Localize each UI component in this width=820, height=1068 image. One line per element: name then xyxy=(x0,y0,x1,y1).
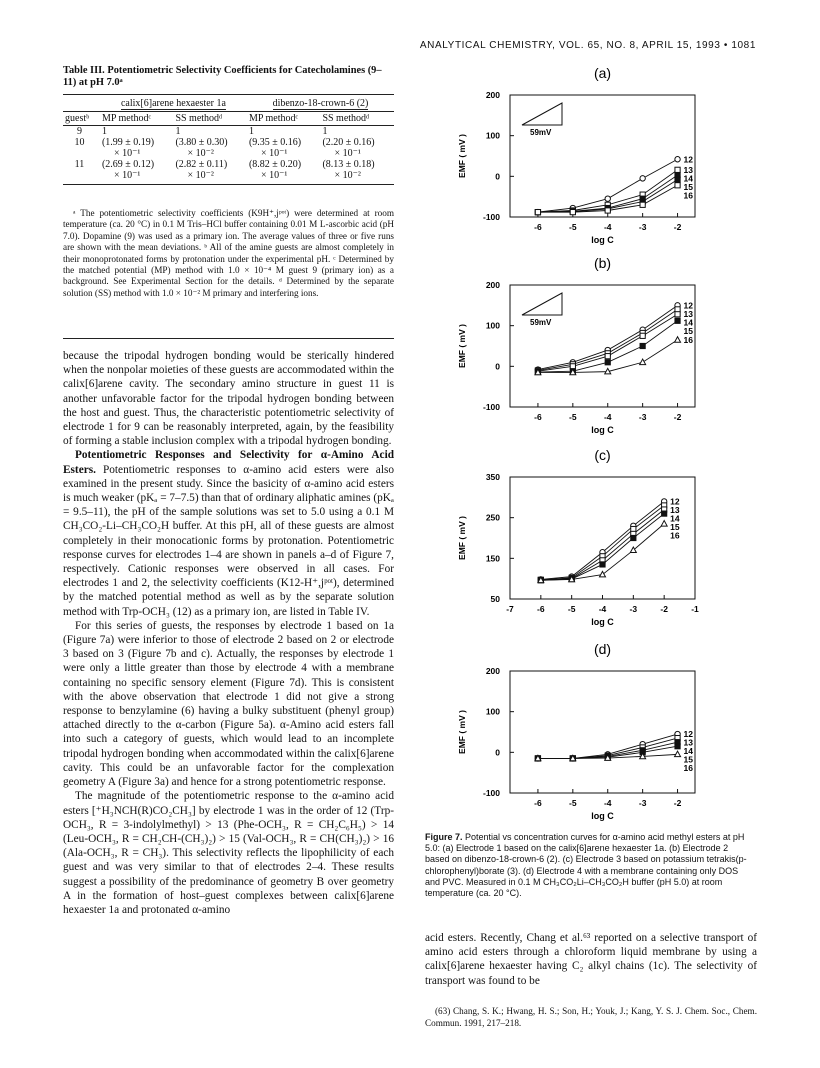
paragraph: For this series of guests, the responses by electrode 1 based on 1a (Figure 7a) were inferior to those of electrode 2 based on 2 or electrode 3 based on 3 (Figure 7b and c). Actually, the responses by electrode 1 were only a little greater than those by electrode 4 with a membrane containing no specific sensory element (Figure 7d). This is consistent with the above observation that electrode 1 did not give a strong response to benzylamine (6) having a bulky substituent (phenyl group) attached directly to the α-carbon (Figure 5a). α-Amino acid esters fall into such a category of guests, which would lead to an incomplete tripodal hydrogen bonding when accommodated within the calix[6]arene cavity. This could be an unfavorable factor for the complexation geometry A (Figure 3a) and hence for a strong potentiometric response. xyxy=(63,619,394,789)
series-label-15: 15 xyxy=(683,181,694,192)
y-tick-label: 250 xyxy=(485,512,500,523)
x-tick-label: -5 xyxy=(569,412,577,422)
table-col-guest: guestᵇ xyxy=(63,112,100,126)
x-tick-label: -3 xyxy=(629,604,638,614)
panel-label: (d) xyxy=(593,641,612,657)
table-cell: 1 xyxy=(322,126,328,137)
x-tick-label: -1 xyxy=(691,604,699,614)
table-cell xyxy=(100,159,174,185)
x-axis-label: log C xyxy=(591,425,614,435)
figure-7c-chart xyxy=(430,442,750,637)
x-tick-label: -2 xyxy=(660,604,668,614)
paragraph: The magnitude of the potentiometric response to the α-amino acid esters [⁺H₃NCH(R)CO₂CH₃] by electrode 1 was in the order of 12 (Trp-OCH₃, R = 3-indolylmethyl) > 13 (Phe-OCH₃, R = CH₂C₆H₅) > 14 (Leu-OCH₃, R = CH₂CH-(CH₃)₂) > 15 (Val-OCH₃, R = CH(CH₃)₂) > 16 (Ala-OCH₃, R = CH₃). This selectivity reflects the lipophilicity of each guest and was very similar to that of electrodes 2–4. These results suggest a possibility of the predominance of geometry B over geometry A in the formation of host–guest complexes between calix[6]arene hexaester 1a and protonated α-amino xyxy=(63,790,394,916)
data-point-15 xyxy=(605,360,610,365)
data-point-16 xyxy=(675,751,681,757)
series-line-12 xyxy=(541,501,664,579)
y-tick-label: 0 xyxy=(495,361,500,372)
y-tick-label: 350 xyxy=(485,472,500,482)
series-label-16: 16 xyxy=(670,530,680,541)
series-label-14: 14 xyxy=(683,173,694,184)
series-label-12: 12 xyxy=(670,496,680,507)
series-label-15: 15 xyxy=(683,325,694,336)
series-line-13 xyxy=(541,505,664,579)
y-tick-label: 50 xyxy=(490,594,500,604)
slope-triangle xyxy=(522,293,562,315)
table-footnote: ᵃ The potentiometric selectivity coefficients (K9H⁺,jᵖᵒᵗ) were determined at room temperature (ca. 20 °C) in 0.1 M Tris–HCl buffer containing 0.01 M L-ascorbic acid (pH 7.0). Dopamine (9) was used as a primary ion. The average values of three or five runs are shown with the mean deviations. ᵇ All of the amine guests are almost completely in their monoprotonated forms by protonation under the experimental pH. ᶜ Determined by the matched potential (MP) method with 1.0 × 10⁻⁴ M guest 9 (primary ion) as a background. See Experimental Section for the details. ᵈ Determined by the separate solution (SS) method with 1.0 × 10⁻² M primary and interfering ions. xyxy=(63,208,394,298)
series-label-12: 12 xyxy=(683,300,694,311)
cell-exponent: × 10⁻¹ xyxy=(260,170,288,181)
cell-value: (2.69 ± 0.12) xyxy=(101,159,155,170)
panel-label: (b) xyxy=(593,255,612,271)
table-col-ss-2: SS methodᵈ xyxy=(320,112,394,126)
footnote-reference xyxy=(425,1006,757,1029)
slope-label: 59mV xyxy=(530,128,552,137)
cell-exponent: × 10⁻¹ xyxy=(113,148,141,159)
x-axis-label: log C xyxy=(591,617,614,627)
x-tick-label: -4 xyxy=(603,798,612,808)
table-group-crown: dibenzo-18-crown-6 (2) xyxy=(272,98,369,109)
figure-caption-text: Potential vs concentration curves for α-amino acid methyl esters at pH 5.0: (a) Electrode 1 based on the calix[6]arene hexaester 1a. (b) Electrode 2 based on dibenzo-18-crown-6 (2). (c) Electrode 3 based on potassium tetrakis(p-chlorophenyl)borate (3). (d) Electrode 4 with a membrane containing only DOS and PVC. Measured in 0.1 M CH₃CO₂Li–CH₃CO₂H buffer (pH 5.0) at room temperature (ca. 20 °C). xyxy=(425,832,747,899)
series-label-13: 13 xyxy=(670,504,680,515)
table-footnotes xyxy=(63,208,394,299)
cell-exponent: × 10⁻² xyxy=(187,170,214,181)
series-label-16: 16 xyxy=(683,190,694,201)
y-tick-label: 100 xyxy=(485,706,500,717)
section-heading: Potentiometric Responses and Selectivity for α-Amino Acid Esters. xyxy=(63,449,394,476)
y-tick-label: 150 xyxy=(485,553,500,564)
table-group-1a: calix[6]arene hexaester 1a xyxy=(120,98,226,109)
y-axis-label: EMF ( mV ) xyxy=(457,710,467,754)
series-label-13: 13 xyxy=(683,308,694,319)
divider xyxy=(63,338,394,339)
y-tick-label: 200 xyxy=(485,280,500,290)
cell-value: (3.80 ± 0.30) xyxy=(175,137,228,148)
series-label-13: 13 xyxy=(683,164,694,175)
data-point-16 xyxy=(675,337,681,343)
data-point-16 xyxy=(675,183,680,188)
series-label-15: 15 xyxy=(683,754,694,765)
reference-63: (63) Chang, S. K.; Hwang, H. S.; Son, H.; Youk, J.; Kang, Y. S. J. Chem. Soc., Chem. Commun. 1991, 217–218. xyxy=(425,1006,757,1028)
panel-label: (c) xyxy=(594,447,611,463)
table-row xyxy=(63,126,394,138)
paragraph xyxy=(63,448,394,618)
cell-value: (8.13 ± 0.18) xyxy=(322,159,375,170)
running-head: ANALYTICAL CHEMISTRY, VOL. 65, NO. 8, APRIL 15, 1993 • 1081 xyxy=(419,40,756,51)
cell-value: (1.99 ± 0.19) xyxy=(101,137,155,148)
panel-label: (a) xyxy=(593,65,612,81)
data-point-13 xyxy=(675,167,680,172)
series-label-16: 16 xyxy=(683,763,694,774)
x-tick-label: -4 xyxy=(598,604,607,614)
cell-exponent: × 10⁻² xyxy=(334,170,361,181)
y-tick-label: 200 xyxy=(485,90,500,100)
cell-value: (9.35 ± 0.16) xyxy=(248,137,302,148)
x-tick-label: -3 xyxy=(638,798,647,808)
x-tick-label: -6 xyxy=(534,412,542,422)
data-point-16 xyxy=(570,210,575,215)
selectivity-table xyxy=(63,94,394,185)
data-point-14 xyxy=(675,312,680,317)
figure-7a-chart xyxy=(430,60,750,270)
x-tick-label: -2 xyxy=(673,222,682,232)
body-text-left xyxy=(63,349,394,917)
table-cell xyxy=(173,137,247,159)
x-tick-label: -7 xyxy=(506,604,514,614)
x-tick-label: -5 xyxy=(567,604,576,614)
cell-exponent: × 10⁻¹ xyxy=(113,170,141,181)
y-axis-label: EMF ( mV ) xyxy=(457,324,467,368)
data-point-12 xyxy=(605,196,610,201)
data-point-15 xyxy=(640,343,645,348)
data-point-15 xyxy=(675,318,680,323)
y-tick-label: 0 xyxy=(495,747,500,758)
table-cell xyxy=(320,137,394,159)
cell-exponent: × 10⁻¹ xyxy=(334,148,361,159)
figure-caption-label: Figure 7. xyxy=(425,832,463,842)
table-title: Table III. Potentiometric Selectivity Coefficients for Catecholamines (9–11) at pH 7.0ᵃ xyxy=(63,65,382,88)
series-label-14: 14 xyxy=(683,746,694,757)
data-point-15 xyxy=(600,562,605,567)
figure-7b-chart xyxy=(430,250,750,445)
x-tick-label: -6 xyxy=(534,798,542,808)
cell-exponent: × 10⁻² xyxy=(187,148,214,159)
series-label-13: 13 xyxy=(683,737,694,748)
data-point-16 xyxy=(535,210,540,215)
x-tick-label: -4 xyxy=(603,412,612,422)
table-col-mp-1: MP methodᶜ xyxy=(100,112,174,126)
series-label-15: 15 xyxy=(670,521,680,532)
paragraph: because the tripodal hydrogen bonding would be sterically hindered when the nonpolar moieties of these guests are accommodated within the calix[6]arene cavity. The secondary amino structure in guest 11 is another unfavorable factor for the tripodal hydrogen bonding between the host and guest. Thus, the characteristic potentiometric selectivity of electrode 1 for 9 can be reasonably interpreted, again, by the feasibility of forming a stable inclusion complex with a tripodal hydrogen bonding. xyxy=(63,350,394,448)
x-tick-label: -3 xyxy=(638,412,647,422)
table-cell xyxy=(320,159,394,185)
y-axis-label: EMF ( mV ) xyxy=(457,134,467,178)
y-tick-label: -100 xyxy=(482,788,500,798)
slope-label: 59mV xyxy=(530,318,552,327)
data-point-16 xyxy=(640,202,645,207)
x-tick-label: -4 xyxy=(603,222,612,232)
y-tick-label: -100 xyxy=(482,402,500,412)
x-axis-label: log C xyxy=(591,235,614,245)
figure-caption xyxy=(425,832,755,899)
table-cell xyxy=(173,159,247,185)
data-point-16 xyxy=(640,359,646,365)
cell-exponent: × 10⁻¹ xyxy=(260,148,288,159)
data-point-12 xyxy=(675,157,680,162)
y-tick-label: 100 xyxy=(485,320,500,331)
table-cell xyxy=(247,159,321,185)
x-tick-label: -2 xyxy=(673,798,682,808)
cell-value: (8.82 ± 0.20) xyxy=(248,159,302,170)
series-label-12: 12 xyxy=(683,154,694,165)
y-axis-label: EMF ( mV ) xyxy=(457,516,467,560)
table-cell-guest: 9 xyxy=(76,126,82,137)
table-cell xyxy=(247,137,321,159)
y-tick-label: -100 xyxy=(482,212,500,222)
data-point-16 xyxy=(661,521,667,527)
x-tick-label: -5 xyxy=(569,222,577,232)
table-col-mp-2: MP methodᶜ xyxy=(247,112,321,126)
x-tick-label: -3 xyxy=(638,222,647,232)
data-point-15 xyxy=(662,511,667,516)
table-cell xyxy=(100,137,174,159)
series-label-14: 14 xyxy=(683,317,694,328)
paragraph-text: Potentiometric responses to α-amino acid esters were also examined in the present study. Since the basicity of α-amino acid esters is much weaker (pKₐ = 7–7.5) than that of ordinary aliphatic amines (pKₐ = 9.5–11), the pH of the sample solutions was set to 5.0 using a 0.1 M CH₃CO₂-Li–CH₃CO₂H buffer. At this pH, all of these guests are almost completely in their monocationic forms by protonation. Potentiometric response curves for electrodes 1–4 are shown in panels a–d of Figure 7, respectively. Cationic responses were observed in all cases. For electrodes 1 and 2, the selectivity coefficients (K12-H⁺,jᵖᵒᵗ), determined by the matched potential method as well as by the separate solution method with Trp-OCH₃ (12) as a primary ion, are listed in Table IV. xyxy=(63,463,394,618)
data-point-15 xyxy=(675,744,680,749)
table-cell-guest: 11 xyxy=(63,159,100,185)
cell-value: (2.82 ± 0.11) xyxy=(175,159,228,170)
paragraph: acid esters. Recently, Chang et al.⁶³ reported on a selective transport of amino acid esters through a chloroform liquid membrane by using a calix[6]arene hexaester having C₂ alkyl chains (1c). The selectivity of transport was found to be xyxy=(425,932,757,987)
series-label-14: 14 xyxy=(670,513,680,524)
data-point-14 xyxy=(605,354,610,359)
y-tick-label: 200 xyxy=(485,666,500,676)
plot-frame xyxy=(510,95,695,217)
figure-7d-chart xyxy=(430,636,750,831)
data-point-15 xyxy=(675,177,680,182)
x-axis-label: log C xyxy=(591,811,614,821)
table-cell: 1 xyxy=(175,126,181,137)
x-tick-label: -2 xyxy=(673,412,682,422)
x-tick-label: -6 xyxy=(537,604,545,614)
y-tick-label: 100 xyxy=(485,130,500,141)
cell-value: (2.20 ± 0.16) xyxy=(322,137,375,148)
data-point-14 xyxy=(640,333,645,338)
plot-frame xyxy=(510,671,695,793)
x-tick-label: -6 xyxy=(534,222,542,232)
slope-triangle xyxy=(522,103,562,125)
y-tick-label: 0 xyxy=(495,171,500,182)
body-text-right xyxy=(425,931,757,988)
x-tick-label: -5 xyxy=(569,798,577,808)
table-cell: 1 xyxy=(248,126,254,137)
data-point-16 xyxy=(605,208,610,213)
table-col-ss-1: SS methodᵈ xyxy=(173,112,247,126)
data-point-16 xyxy=(600,571,606,577)
series-label-16: 16 xyxy=(683,334,694,345)
table-row xyxy=(63,137,394,159)
table-cell: 1 xyxy=(101,126,107,137)
series-label-12: 12 xyxy=(683,729,694,740)
data-point-15 xyxy=(631,535,636,540)
table-row xyxy=(63,159,394,185)
table-cell-guest: 10 xyxy=(74,137,85,148)
data-point-12 xyxy=(640,176,645,181)
